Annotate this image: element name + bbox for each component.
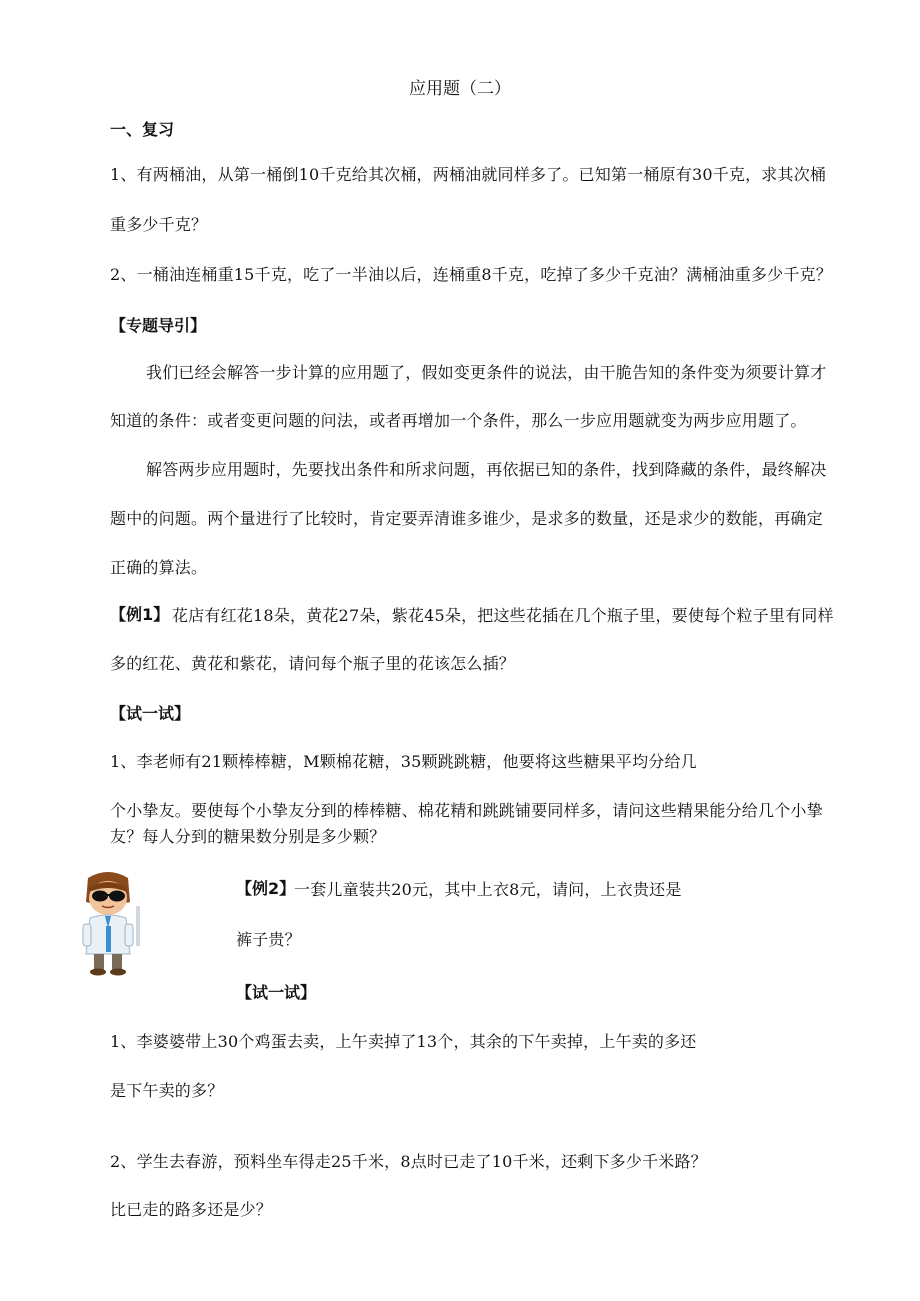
guide-paragraph-2-line-1: 解答两步应用题时，先要找出条件和所求问题，再依据已知的条件，找到降藏的条件，最终解决 [146, 460, 827, 479]
sunglasses-left-lens [92, 891, 108, 902]
review-question-1-line-2: 重多少千克？ [110, 215, 208, 234]
try-1-question-1-line-3: 友？每人分到的糖果数分别是多少颗？ [110, 827, 386, 846]
try-1-heading: 【试一试】 [110, 704, 191, 723]
guide-paragraph-2-line-3: 正确的算法。 [110, 558, 208, 577]
example-1-line-1: 花店有红花18朵，黄花27朵，紫花45朵，把这些花插在几个瓶子里，要使每个粒子里有同样 [172, 606, 834, 625]
try-1-question-1-line-2: 个小挚友。要使每个小挚友分到的棒棒糖、棉花精和跳跳铺要同样多，请问这些精果能分给几个小挚 [110, 801, 823, 820]
example-1-line-2: 多的红花、黄花和紫花，请问每个瓶子里的花该怎么插？ [110, 654, 516, 673]
try-1-question-1-line-1: 1、李老师有21颗棒棒糖，M颗棉花糖，35颗跳跳糖，他要将这些糖果平均分给几 [110, 752, 697, 771]
left-shoe [90, 969, 106, 976]
guide-paragraph-1-line-2: 知道的条件：或者变更问题的问法，或者再增加一个条件，那么一步应用题就变为两步应用题了。 [110, 411, 807, 430]
example-1-label: 【例1】 [110, 605, 170, 624]
review-question-2: 2、一桶油连桶重15千克，吃了一半油以后，连桶重8千克，吃掉了多少千克油？满桶油重多少千克？ [110, 265, 832, 284]
board-edge [136, 906, 140, 946]
try-2-question-1-line-1: 1、李婆婆带上30个鸡蛋去卖，上午卖掉了13个，其余的下午卖掉，上午卖的多还 [110, 1032, 697, 1051]
try-2-question-2-line-2: 比已走的路多还是少？ [110, 1200, 273, 1219]
cartoon-person-illustration [76, 868, 146, 978]
guide-paragraph-2-line-2: 题中的问题。两个量进行了比较时，肯定要弄清谁多谁少，是求多的数量，还是求少的数能，再确定 [110, 509, 823, 528]
example-2-line-2: 裤子贵？ [236, 930, 301, 949]
try-2-heading: 【试一试】 [236, 983, 317, 1002]
example-2-line-1: 一套儿童装共20元，其中上衣8元，请问，上衣贵还是 [294, 880, 682, 899]
guide-heading: 【专题导引】 [110, 316, 207, 335]
review-question-1-line-1: 1、有两桶油，从第一桶倒10千克给其次桶，两桶油就同样多了。已知第一桶原有30千克，求其次桶 [110, 165, 827, 184]
try-2-question-1-line-2: 是下午卖的多？ [110, 1081, 224, 1100]
guide-paragraph-1-line-1: 我们已经会解答一步计算的应用题了，假如变更条件的说法，由干脆告知的条件变为须要计算才 [146, 363, 827, 382]
try-2-question-2-line-1: 2、学生去春游，预料坐车得走25千米，8点时已走了10千米，还剩下多少千米路？ [110, 1152, 707, 1171]
sunglasses-right-lens [109, 891, 125, 902]
page-title: 应用题（二） [409, 79, 511, 99]
example-2-label: 【例2】 [236, 879, 296, 898]
review-heading: 一、复习 [110, 120, 175, 139]
right-shoe [110, 969, 126, 976]
